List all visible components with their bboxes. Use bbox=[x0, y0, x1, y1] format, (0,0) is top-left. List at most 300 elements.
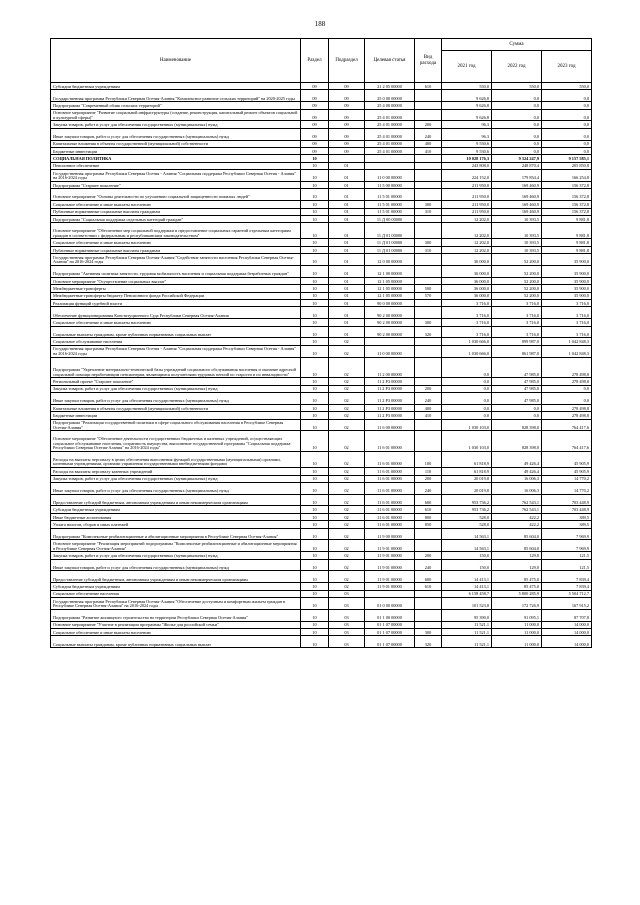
cell-sum-2023: 35 900,0 bbox=[542, 285, 592, 292]
cell-name: Подпрограмма "Укрепление материально-технической базы учреждений социального обслуживания населения и оказание адресной социальной помощи неработающим пенсионерам, являющимся получателями трудовых пенсий по старости и по инвалидности" bbox=[51, 357, 301, 378]
cell-sum-2022: 0,0 bbox=[492, 90, 542, 102]
cell-sum-2022: 85 604,0 bbox=[492, 528, 542, 540]
cell-sum-2023: 0,0 bbox=[542, 147, 592, 154]
cell-sum-2022: 10 393,5 bbox=[492, 246, 542, 253]
cell-sum-2023: 7 839,4 bbox=[542, 583, 592, 590]
cell-vid-raskhoda bbox=[415, 189, 442, 201]
table-row bbox=[51, 239, 592, 246]
cell-sum-2022: 3 716,0 bbox=[492, 319, 542, 326]
cell-podrazdel: 03 bbox=[329, 609, 365, 621]
cell-name: Капитальные вложения в объекты государственной (муниципальной) собственности bbox=[51, 140, 301, 147]
cell-celevaya-statya: 25 4 01 00000 bbox=[365, 128, 415, 140]
cell-celevaya-statya: 11 2 00 00000 bbox=[365, 357, 415, 378]
cell-sum-2021: 9 626,8 bbox=[442, 102, 492, 109]
cell-celevaya-statya: 11 6 01 00000 bbox=[365, 482, 415, 494]
cell-celevaya-statya: 90 2 00 00000 bbox=[365, 307, 415, 319]
cell-sum-2021: 224 152,0 bbox=[442, 170, 492, 182]
cell-razdel: 09 bbox=[301, 147, 329, 154]
cell-razdel: 10 bbox=[301, 636, 329, 648]
cell-vid-raskhoda: 410 bbox=[415, 147, 442, 154]
cell-podrazdel: 01 bbox=[329, 223, 365, 239]
cell-vid-raskhoda bbox=[415, 90, 442, 102]
cell-sum-2021: 12 202,0 bbox=[442, 223, 492, 239]
cell-sum-2023: 35 900,0 bbox=[542, 277, 592, 284]
cell-vid-raskhoda bbox=[415, 223, 442, 239]
table-row bbox=[51, 521, 592, 528]
cell-vid-raskhoda bbox=[415, 162, 442, 169]
cell-sum-2023: 278 498,8 bbox=[542, 378, 592, 385]
header-year-2023: 2023 год bbox=[542, 51, 592, 83]
cell-sum-2023: 156 372,8 bbox=[542, 181, 592, 188]
cell-podrazdel: 03 bbox=[329, 629, 365, 636]
cell-name: Государственная программа Республики Северная Осетия-Алания "Содействие занятости населения Республики Северная Осетия-Алания" на 2016-2024 годы bbox=[51, 254, 301, 266]
cell-podrazdel: 01 bbox=[329, 181, 365, 188]
cell-sum-2023: 45 905,9 bbox=[542, 451, 592, 467]
cell-sum-2021: 12 202,0 bbox=[442, 246, 492, 253]
cell-razdel: 10 bbox=[301, 254, 329, 266]
cell-celevaya-statya: 12 1 05 00000 bbox=[365, 292, 415, 299]
cell-sum-2023: 9 881,8 bbox=[542, 223, 592, 239]
cell-podrazdel: 01 bbox=[329, 208, 365, 215]
cell-sum-2023: 0,0 bbox=[542, 121, 592, 128]
cell-podrazdel: 02 bbox=[329, 357, 365, 378]
cell-podrazdel: 09 bbox=[329, 121, 365, 128]
cell-podrazdel: 09 bbox=[329, 140, 365, 147]
cell-sum-2021: 1 030 103,0 bbox=[442, 431, 492, 452]
cell-sum-2022: 169 460,9 bbox=[492, 201, 542, 208]
cell-sum-2023: 35 900,0 bbox=[542, 292, 592, 299]
cell-podrazdel: 09 bbox=[329, 128, 365, 140]
cell-celevaya-statya: 12 0 00 00000 bbox=[365, 254, 415, 266]
cell-razdel: 10 bbox=[301, 621, 329, 628]
cell-podrazdel: 01 bbox=[329, 189, 365, 201]
cell-vid-raskhoda: 600 bbox=[415, 494, 442, 506]
cell-podrazdel: 02 bbox=[329, 404, 365, 411]
cell-name: Основное мероприятие "Основы деятельности по улучшению социальной защищенности пожилых людей" bbox=[51, 189, 301, 201]
table-row bbox=[51, 468, 592, 475]
table-row bbox=[51, 300, 592, 307]
cell-podrazdel bbox=[329, 155, 365, 162]
cell-razdel: 10 bbox=[301, 338, 329, 345]
cell-sum-2022: 49 426,4 bbox=[492, 468, 542, 475]
cell-sum-2023: 205 850,8 bbox=[542, 162, 592, 169]
cell-celevaya-statya: 90 0 00 00000 bbox=[365, 300, 415, 307]
table-row bbox=[51, 90, 592, 102]
cell-razdel: 10 bbox=[301, 300, 329, 307]
cell-sum-2021: 36 000,0 bbox=[442, 292, 492, 299]
cell-podrazdel: 02 bbox=[329, 378, 365, 385]
cell-vid-raskhoda: 320 bbox=[415, 636, 442, 648]
cell-podrazdel: 02 bbox=[329, 482, 365, 494]
table-row bbox=[51, 285, 592, 292]
cell-vid-raskhoda: 600 bbox=[415, 571, 442, 583]
cell-sum-2022: 169 460,9 bbox=[492, 181, 542, 188]
cell-podrazdel: 02 bbox=[329, 475, 365, 482]
cell-sum-2021: 11 521,1 bbox=[442, 621, 492, 628]
cell-celevaya-statya: 11 6 01 00000 bbox=[365, 521, 415, 528]
cell-sum-2022: 762 543,1 bbox=[492, 494, 542, 506]
cell-sum-2021: 0,0 bbox=[442, 357, 492, 378]
header-celevaya-statya: Целевая статья bbox=[365, 39, 415, 83]
cell-podrazdel: 02 bbox=[329, 345, 365, 357]
cell-podrazdel: 01 bbox=[329, 201, 365, 208]
cell-razdel: 10 bbox=[301, 552, 329, 559]
cell-sum-2022: 0,0 bbox=[492, 109, 542, 121]
cell-sum-2023: 7 969,9 bbox=[542, 540, 592, 552]
table-row bbox=[51, 506, 592, 513]
cell-vid-raskhoda bbox=[415, 598, 442, 610]
cell-celevaya-statya: 21 2 05 00000 bbox=[365, 83, 415, 90]
cell-celevaya-statya: 11 5 00 00000 bbox=[365, 181, 415, 188]
cell-razdel: 10 bbox=[301, 345, 329, 357]
table-row bbox=[51, 162, 592, 169]
cell-razdel: 10 bbox=[301, 598, 329, 610]
cell-celevaya-statya: 12 1 05 00000 bbox=[365, 285, 415, 292]
cell-razdel: 10 bbox=[301, 285, 329, 292]
cell-vid-raskhoda bbox=[415, 307, 442, 319]
cell-sum-2023: 14 000,0 bbox=[542, 629, 592, 636]
cell-podrazdel: 01 bbox=[329, 292, 365, 299]
cell-sum-2021: 61 818,9 bbox=[442, 451, 492, 467]
cell-name: Социальное обслуживание населения bbox=[51, 338, 301, 345]
cell-sum-2022: 52 200,0 bbox=[492, 266, 542, 278]
cell-sum-2023: 156 372,8 bbox=[542, 208, 592, 215]
table-row bbox=[51, 155, 592, 162]
cell-sum-2021: 3 716,0 bbox=[442, 326, 492, 338]
cell-vid-raskhoda bbox=[415, 300, 442, 307]
cell-razdel: 10 bbox=[301, 385, 329, 392]
cell-celevaya-statya: 11 2 Р3 00000 bbox=[365, 378, 415, 385]
cell-razdel: 10 bbox=[301, 540, 329, 552]
table-row bbox=[51, 208, 592, 215]
cell-vid-raskhoda bbox=[415, 338, 442, 345]
cell-sum-2022: 550,0 bbox=[492, 83, 542, 90]
cell-podrazdel: 02 bbox=[329, 494, 365, 506]
cell-celevaya-statya: 11 Д 01 00000 bbox=[365, 223, 415, 239]
cell-name: Социальные выплаты гражданам, кроме публичных нормативных социальных выплат bbox=[51, 326, 301, 338]
cell-name: Региональный проект "Старшее поколение" bbox=[51, 378, 301, 385]
cell-podrazdel: 02 bbox=[329, 583, 365, 590]
cell-podrazdel: 02 bbox=[329, 552, 365, 559]
cell-sum-2021: 243 808,0 bbox=[442, 162, 492, 169]
cell-sum-2023: 87 707,8 bbox=[542, 609, 592, 621]
table-row bbox=[51, 419, 592, 431]
page-number: 188 bbox=[314, 20, 326, 28]
cell-sum-2023: 0,0 bbox=[542, 102, 592, 109]
cell-podrazdel: 03 bbox=[329, 598, 365, 610]
cell-sum-2021: 211 950,0 bbox=[442, 181, 492, 188]
table-row bbox=[51, 590, 592, 597]
cell-sum-2021: 211 950,0 bbox=[442, 189, 492, 201]
cell-name: Закупка товаров, работ и услуг для обеспечения государственных (муниципальных) нужд bbox=[51, 475, 301, 482]
cell-sum-2021: 10 028 176,3 bbox=[442, 155, 492, 162]
cell-sum-2022: 11 000,0 bbox=[492, 629, 542, 636]
cell-podrazdel: 03 bbox=[329, 636, 365, 648]
cell-razdel: 10 bbox=[301, 609, 329, 621]
cell-name: Реализация функций судебной власти bbox=[51, 300, 301, 307]
table-row bbox=[51, 378, 592, 385]
cell-celevaya-statya: 90 2 00 00000 bbox=[365, 319, 415, 326]
cell-podrazdel: 02 bbox=[329, 521, 365, 528]
cell-name: Закупка товаров, работ и услуг для обеспечения государственных (муниципальных) нужд bbox=[51, 385, 301, 392]
table-row bbox=[51, 404, 592, 411]
cell-sum-2022: 85 475,0 bbox=[492, 583, 542, 590]
cell-podrazdel: 09 bbox=[329, 109, 365, 121]
cell-razdel: 10 bbox=[301, 404, 329, 411]
cell-vid-raskhoda: 200 bbox=[415, 121, 442, 128]
table-row bbox=[51, 140, 592, 147]
cell-sum-2023: 3 716,0 bbox=[542, 326, 592, 338]
cell-vid-raskhoda: 300 bbox=[415, 201, 442, 208]
cell-celevaya-statya: 01 1 00 00000 bbox=[365, 609, 415, 621]
cell-celevaya-statya: 11 0 00 00000 bbox=[365, 345, 415, 357]
cell-sum-2021: 211 950,0 bbox=[442, 201, 492, 208]
cell-razdel: 10 bbox=[301, 239, 329, 246]
table-row bbox=[51, 277, 592, 284]
cell-vid-raskhoda bbox=[415, 277, 442, 284]
cell-vid-raskhoda: 570 bbox=[415, 292, 442, 299]
cell-sum-2021: 96,3 bbox=[442, 128, 492, 140]
cell-celevaya-statya: 11 5 01 00000 bbox=[365, 189, 415, 201]
cell-name: Подпрограмма "Развитие жилищного строительства на территории Республики Северная Осетия-Алания" bbox=[51, 609, 301, 621]
table-row bbox=[51, 181, 592, 188]
cell-sum-2022: 3 716,0 bbox=[492, 307, 542, 319]
cell-sum-2023: 1 042 848,3 bbox=[542, 338, 592, 345]
cell-podrazdel: 01 bbox=[329, 326, 365, 338]
cell-celevaya-statya: 25 4 01 00000 bbox=[365, 109, 415, 121]
cell-name: Подпрограмма "Социальная поддержка отдельных категорий граждан" bbox=[51, 215, 301, 222]
cell-razdel: 10 bbox=[301, 307, 329, 319]
table-row bbox=[51, 102, 592, 109]
cell-razdel: 10 bbox=[301, 223, 329, 239]
cell-podrazdel: 02 bbox=[329, 338, 365, 345]
table-row bbox=[51, 215, 592, 222]
cell-razdel: 10 bbox=[301, 189, 329, 201]
cell-razdel: 10 bbox=[301, 412, 329, 419]
cell-razdel: 10 bbox=[301, 357, 329, 378]
cell-vid-raskhoda: 200 bbox=[415, 385, 442, 392]
cell-podrazdel: 01 bbox=[329, 319, 365, 326]
cell-podrazdel: 02 bbox=[329, 412, 365, 419]
cell-name: Иные закупки товаров, работ и услуг для обеспечения государственных (муниципальных) нужд bbox=[51, 482, 301, 494]
cell-sum-2023: 0,0 bbox=[542, 140, 592, 147]
cell-podrazdel: 01 bbox=[329, 246, 365, 253]
cell-sum-2023: 45 905,9 bbox=[542, 468, 592, 475]
cell-sum-2021: 150,0 bbox=[442, 559, 492, 571]
table-row bbox=[51, 598, 592, 610]
table-row bbox=[51, 223, 592, 239]
cell-celevaya-statya: 11 Д 01 00000 bbox=[365, 239, 415, 246]
cell-razdel: 09 bbox=[301, 83, 329, 90]
budget-table bbox=[50, 38, 592, 648]
cell-sum-2023: 9 881,8 bbox=[542, 215, 592, 222]
table-row bbox=[51, 319, 592, 326]
table-row bbox=[51, 345, 592, 357]
cell-podrazdel: 01 bbox=[329, 162, 365, 169]
cell-razdel: 10 bbox=[301, 571, 329, 583]
cell-vid-raskhoda: 240 bbox=[415, 128, 442, 140]
cell-name: Иные закупки товаров, работ и услуг для обеспечения государственных (муниципальных) нужд bbox=[51, 559, 301, 571]
cell-razdel: 10 bbox=[301, 292, 329, 299]
cell-podrazdel: 01 bbox=[329, 300, 365, 307]
table-body bbox=[51, 83, 592, 648]
cell-podrazdel: 02 bbox=[329, 528, 365, 540]
cell-sum-2021: 20 019,8 bbox=[442, 482, 492, 494]
table-row bbox=[51, 266, 592, 278]
cell-razdel: 10 bbox=[301, 419, 329, 431]
cell-sum-2022: 0,0 bbox=[492, 404, 542, 411]
cell-sum-2022: 422,2 bbox=[492, 513, 542, 520]
cell-razdel: 10 bbox=[301, 266, 329, 278]
cell-podrazdel: 02 bbox=[329, 451, 365, 467]
cell-sum-2023: 9 881,8 bbox=[542, 239, 592, 246]
cell-celevaya-statya bbox=[365, 338, 415, 345]
table-row bbox=[51, 385, 592, 392]
cell-name: Социальное обеспечение и иные выплаты населению bbox=[51, 239, 301, 246]
cell-vid-raskhoda: 800 bbox=[415, 513, 442, 520]
cell-razdel: 10 bbox=[301, 392, 329, 404]
cell-razdel: 10 bbox=[301, 451, 329, 467]
cell-razdel: 10 bbox=[301, 246, 329, 253]
cell-sum-2021: 95 390,0 bbox=[442, 609, 492, 621]
cell-celevaya-statya bbox=[365, 590, 415, 597]
cell-vid-raskhoda: 500 bbox=[415, 285, 442, 292]
table-row bbox=[51, 583, 592, 590]
table-row bbox=[51, 513, 592, 520]
cell-podrazdel: 09 bbox=[329, 102, 365, 109]
cell-sum-2022: 828 398,0 bbox=[492, 419, 542, 431]
cell-sum-2023: 14 000,0 bbox=[542, 636, 592, 648]
cell-sum-2022: 0,0 bbox=[492, 147, 542, 154]
cell-sum-2021: 11 521,1 bbox=[442, 636, 492, 648]
cell-sum-2022: 16 006,3 bbox=[492, 482, 542, 494]
cell-podrazdel: 01 bbox=[329, 307, 365, 319]
cell-sum-2022: 52 200,0 bbox=[492, 285, 542, 292]
cell-sum-2022: 172 726,9 bbox=[492, 598, 542, 610]
cell-vid-raskhoda bbox=[415, 609, 442, 621]
cell-sum-2022: 762 543,1 bbox=[492, 506, 542, 513]
cell-celevaya-statya: 01 0 00 00000 bbox=[365, 598, 415, 610]
cell-celevaya-statya: 11 6 01 00000 bbox=[365, 506, 415, 513]
cell-sum-2022: 52 200,0 bbox=[492, 292, 542, 299]
table-row bbox=[51, 307, 592, 319]
cell-sum-2021: 1 030 666,0 bbox=[442, 345, 492, 357]
cell-sum-2022: 47 985,0 bbox=[492, 378, 542, 385]
cell-celevaya-statya: 11 9 01 00000 bbox=[365, 552, 415, 559]
cell-vid-raskhoda bbox=[415, 181, 442, 188]
cell-sum-2022: 0,0 bbox=[492, 121, 542, 128]
cell-sum-2021: 0,0 bbox=[442, 385, 492, 392]
cell-sum-2022: 828 398,0 bbox=[492, 431, 542, 452]
cell-sum-2021: 550,0 bbox=[442, 83, 492, 90]
cell-sum-2021: 211 950,0 bbox=[442, 208, 492, 215]
cell-sum-2023: 0,0 bbox=[542, 109, 592, 121]
cell-sum-2021: 96,3 bbox=[442, 121, 492, 128]
cell-celevaya-statya: 11 6 01 00000 bbox=[365, 494, 415, 506]
cell-podrazdel: 02 bbox=[329, 431, 365, 452]
cell-celevaya-statya: 11 2 Р3 00000 bbox=[365, 412, 415, 419]
cell-podrazdel: 09 bbox=[329, 147, 365, 154]
table-row bbox=[51, 254, 592, 266]
cell-vid-raskhoda bbox=[415, 378, 442, 385]
cell-sum-2022: 47 985,0 bbox=[492, 392, 542, 404]
cell-vid-raskhoda: 300 bbox=[415, 629, 442, 636]
cell-sum-2021: 11 521,1 bbox=[442, 629, 492, 636]
cell-sum-2023: 1 042 848,3 bbox=[542, 345, 592, 357]
cell-celevaya-statya: 90 2 00 00000 bbox=[365, 326, 415, 338]
table-row bbox=[51, 189, 592, 201]
table-row bbox=[51, 201, 592, 208]
cell-podrazdel: 02 bbox=[329, 559, 365, 571]
cell-vid-raskhoda: 240 bbox=[415, 392, 442, 404]
cell-celevaya-statya: 11 6 01 00000 bbox=[365, 475, 415, 482]
cell-sum-2023: 121,5 bbox=[542, 559, 592, 571]
budget-table-container bbox=[50, 38, 591, 648]
cell-sum-2023: 167 915,2 bbox=[542, 598, 592, 610]
cell-celevaya-statya bbox=[365, 155, 415, 162]
cell-sum-2023: 3 716,0 bbox=[542, 307, 592, 319]
cell-celevaya-statya bbox=[365, 162, 415, 169]
cell-sum-2021: 1 030 103,0 bbox=[442, 419, 492, 431]
cell-vid-raskhoda bbox=[415, 540, 442, 552]
cell-vid-raskhoda: 400 bbox=[415, 404, 442, 411]
header-vid-raskhoda: Вид расхода bbox=[415, 39, 442, 83]
table-row bbox=[51, 147, 592, 154]
cell-vid-raskhoda: 410 bbox=[415, 412, 442, 419]
cell-name: Социальное обеспечение населения bbox=[51, 590, 301, 597]
cell-razdel: 09 bbox=[301, 128, 329, 140]
cell-vid-raskhoda bbox=[415, 266, 442, 278]
cell-name: Публичные нормативные социальные выплаты гражданам bbox=[51, 246, 301, 253]
cell-name: СОЦИАЛЬНАЯ ПОЛИТИКА bbox=[51, 155, 301, 162]
cell-podrazdel: 01 bbox=[329, 277, 365, 284]
cell-sum-2023: 278 498,8 bbox=[542, 404, 592, 411]
cell-sum-2023: 14 770,2 bbox=[542, 475, 592, 482]
cell-name: Расходы на выплаты персоналу в целях обеспечения выполнения функций государственными (муниципальными) органами, казенными учреждениями, органами управления государственными внебюджетными фондами bbox=[51, 451, 301, 467]
cell-celevaya-statya: 11 9 01 00000 bbox=[365, 559, 415, 571]
cell-sum-2022: 129,0 bbox=[492, 552, 542, 559]
cell-razdel: 09 bbox=[301, 109, 329, 121]
cell-sum-2023: 3 716,0 bbox=[542, 319, 592, 326]
table-row bbox=[51, 636, 592, 648]
cell-celevaya-statya: 01 1 07 00000 bbox=[365, 629, 415, 636]
cell-sum-2022: 3 716,0 bbox=[492, 300, 542, 307]
cell-name: Иные закупки товаров, работ и услуг для обеспечения государственных (муниципальных) нужд bbox=[51, 392, 301, 404]
cell-sum-2021: 14 413,1 bbox=[442, 571, 492, 583]
table-row bbox=[51, 571, 592, 583]
cell-razdel: 10 bbox=[301, 590, 329, 597]
cell-sum-2023: 156 372,8 bbox=[542, 189, 592, 201]
cell-sum-2023: 5 504 712,7 bbox=[542, 590, 592, 597]
cell-name: Государственная программа Республики Северная Осетия - Алания "Социальная поддержка Республики Северная Осетия - Алания" на 2016-2024 годы bbox=[51, 170, 301, 182]
table-row bbox=[51, 83, 592, 90]
table-row bbox=[51, 431, 592, 452]
cell-name: Бюджетные инвестиции bbox=[51, 412, 301, 419]
cell-razdel: 09 bbox=[301, 121, 329, 128]
cell-sum-2023: 389,5 bbox=[542, 521, 592, 528]
cell-sum-2021: 6 158 458,7 bbox=[442, 590, 492, 597]
cell-name: Пенсионное обеспечение bbox=[51, 162, 301, 169]
cell-celevaya-statya: 25 0 00 00000 bbox=[365, 90, 415, 102]
cell-sum-2021: 12 202,0 bbox=[442, 215, 492, 222]
cell-sum-2021: 12 202,0 bbox=[442, 239, 492, 246]
cell-sum-2021: 3 716,0 bbox=[442, 319, 492, 326]
cell-name: Капитальные вложения в объекты государственной (муниципальной) собственности bbox=[51, 404, 301, 411]
cell-sum-2022: 10 393,5 bbox=[492, 239, 542, 246]
cell-sum-2023: 9 157 585,1 bbox=[542, 155, 592, 162]
table-row bbox=[51, 412, 592, 419]
cell-sum-2023: 3 716,0 bbox=[542, 300, 592, 307]
